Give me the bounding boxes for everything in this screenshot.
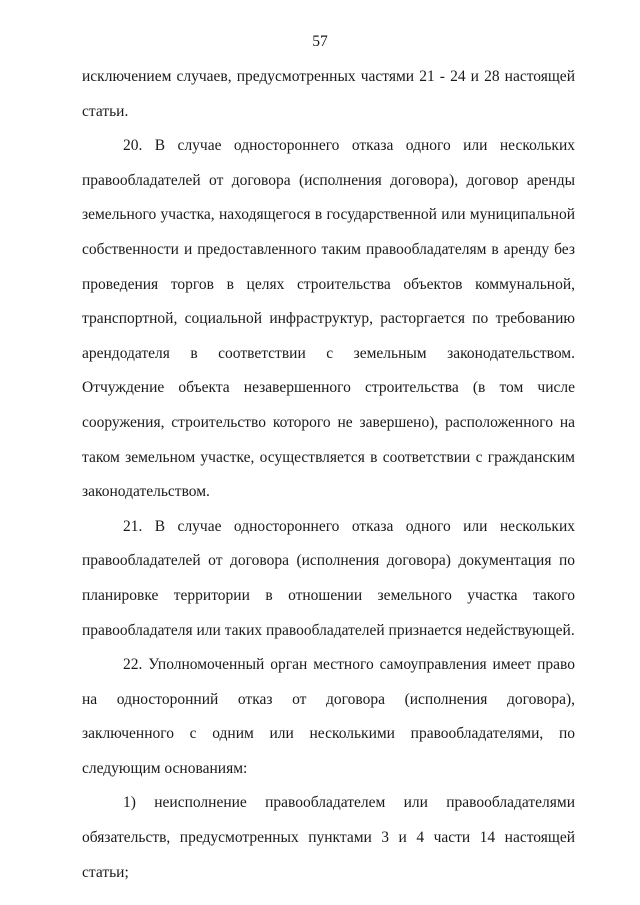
paragraph-22-item-1: 1) неисполнение правообладателем или правообладателями обязательств, предусмотренных пунктами 3 и 4 части 14 настоящей статьи; <box>82 794 575 881</box>
paragraph-20: 20. В случае одностороннего отказа одного или нескольких правообладателей от договора (исполнения договора), договор аренды земельного участка, находящегося в государственной или муниципальной собственности и предоставленного таким правообладателям в аренду без проведения торгов в целях строительства объектов коммунальной, транспортной, социальной инфраструктур, расторгается по требованию арендодателя в соответствии с земельным законодательством. Отчуждение объекта незавершенного строительства (в том числе сооружения, строительство которого не завершено), расположенного на таком земельном участке, осуществляется в соответствии с гражданским законодательством. <box>82 137 575 501</box>
paragraph-continuation: исключением случаев, предусмотренных частями 21 - 24 и 28 настоящей статьи. <box>82 68 575 120</box>
document-body <box>82 60 575 890</box>
page-number: 57 <box>312 33 328 50</box>
paragraph-21: 21. В случае одностороннего отказа одного или нескольких правообладателей от договора (исполнения договора) документация по планировке территории в отношении земельного участка такого правообладателя или таких правообладателей признается недействующей. <box>82 517 575 639</box>
paragraph-22: 22. Уполномоченный орган местного самоуправления имеет право на односторонний отказ от договора (исполнения договора), заключенного с одним или несколькими правообладателями, по следующим основаниям: <box>82 656 575 777</box>
